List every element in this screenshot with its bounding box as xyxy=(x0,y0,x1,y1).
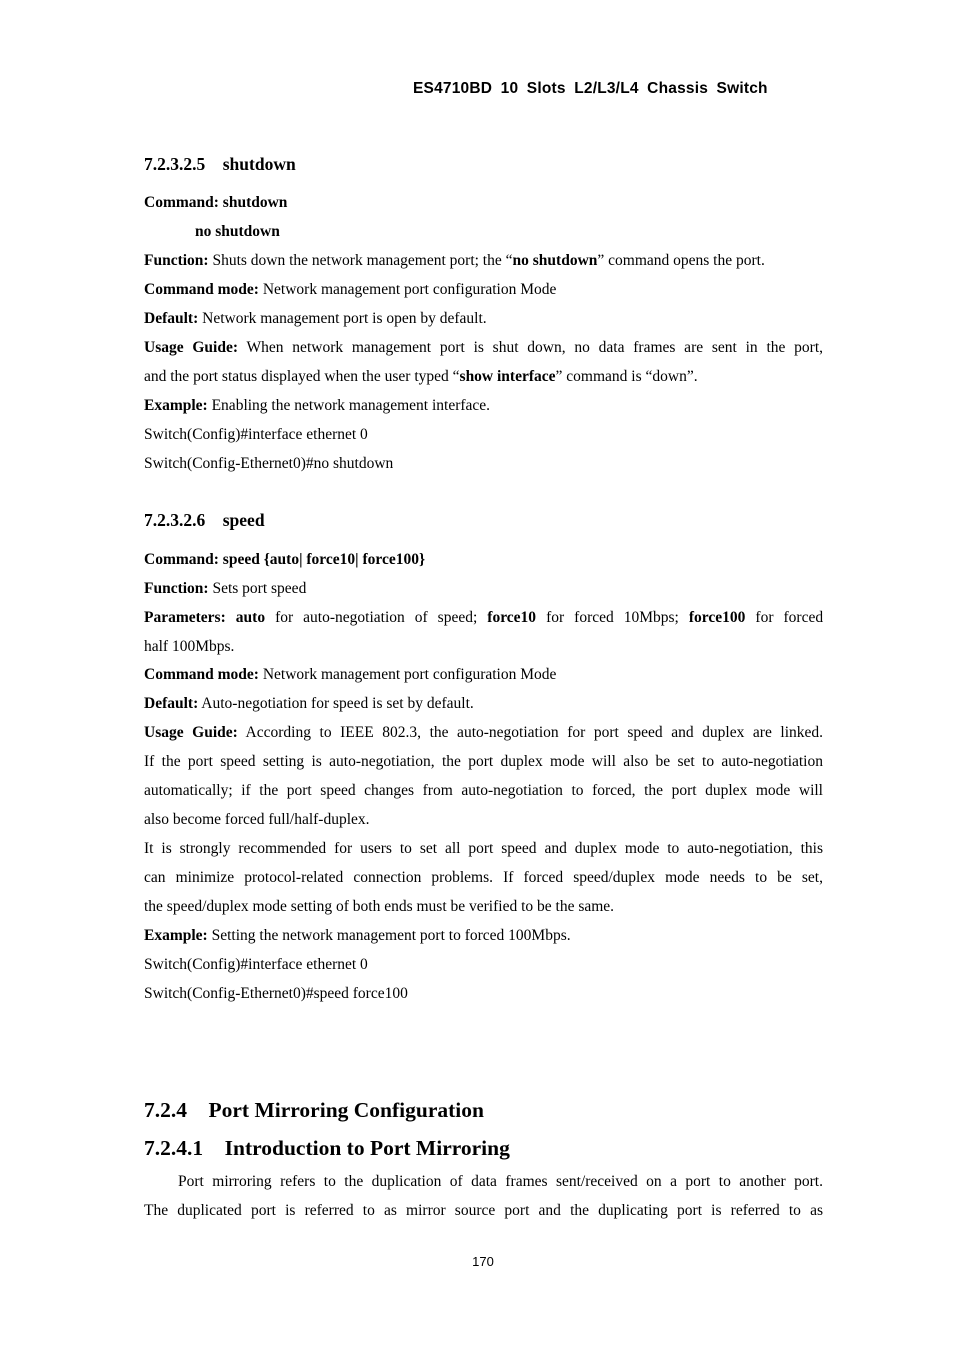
example-label: Example: xyxy=(144,397,208,414)
guide-line-1 xyxy=(144,338,823,358)
section-title: shutdown xyxy=(222,154,296,174)
param-auto: auto xyxy=(235,609,266,626)
mode-text: Network management port configuration Mode xyxy=(262,281,557,298)
guide-text: When network management port is shut down, no data frames are sent in the port, xyxy=(246,339,823,356)
guide-text: According to IEEE 802.3, the auto-negotiation for port speed and duplex are linked. xyxy=(245,724,824,741)
function-text-pre: Shuts down the network management port; the “ xyxy=(212,252,513,269)
page-number: 170 xyxy=(472,1254,494,1269)
mode-label: Command mode: xyxy=(144,281,259,298)
default-text: Auto-negotiation for speed is set by default. xyxy=(201,695,474,712)
section-heading-speed xyxy=(144,510,265,531)
parameters-line-1 xyxy=(144,608,823,628)
command-text: shutdown xyxy=(222,194,288,211)
heading-title: Port Mirroring Configuration xyxy=(208,1098,484,1122)
code-line-1: Switch(Config)#interface ethernet 0 xyxy=(144,426,368,443)
function-text-post: ” command opens the port. xyxy=(597,252,765,269)
default-label: Default: xyxy=(144,695,199,712)
function-label: Function: xyxy=(144,252,209,269)
section-heading-shutdown xyxy=(144,154,296,175)
code-line-2: Switch(Config-Ethernet0)#no shutdown xyxy=(144,455,394,472)
heading-title: Introduction to Port Mirroring xyxy=(224,1136,510,1160)
guide-label: Usage Guide: xyxy=(144,339,239,356)
recommend-line-1: It is strongly recommended for users to set all port speed and duplex mode to auto-negotiation, this xyxy=(144,840,823,857)
function-text-bold: no shutdown xyxy=(512,252,598,269)
param-force100: force100 xyxy=(688,609,746,626)
command-alt: no shutdown xyxy=(195,223,280,240)
section-number: 7.2.3.2.5 xyxy=(144,154,206,174)
example-label: Example: xyxy=(144,927,208,944)
guide-text-bold: show interface xyxy=(459,368,556,385)
guide-line-1 xyxy=(144,723,823,743)
command-label: Command: xyxy=(144,551,219,568)
paragraph-line-1: Port mirroring refers to the duplication of data frames sent/received on a port to another port. xyxy=(178,1173,823,1190)
example-line xyxy=(144,926,823,946)
param-auto-desc: for auto-negotiation of speed; xyxy=(275,609,478,626)
guide-line-4: also become forced full/half-duplex. xyxy=(144,811,370,828)
heading-number: 7.2.4 xyxy=(144,1098,187,1122)
function-label: Function: xyxy=(144,580,209,597)
guide-line-2 xyxy=(144,367,823,387)
mode-label: Command mode: xyxy=(144,666,259,683)
recommend-line-2: can minimize protocol-related connection problems. If forced speed/duplex mode needs to be set, xyxy=(144,869,823,886)
example-text: Enabling the network management interface. xyxy=(211,397,491,414)
function-line xyxy=(144,579,823,599)
guide-line-3: automatically; if the port speed changes from auto-negotiation to forced, the port duplex mode will xyxy=(144,782,823,799)
recommend-line-3: the speed/duplex mode setting of both ends must be verified to be the same. xyxy=(144,898,615,915)
section-number: 7.2.3.2.6 xyxy=(144,510,206,530)
command-text: speed {auto| force10| force100} xyxy=(222,551,426,568)
mode-line xyxy=(144,665,823,685)
running-header: ES4710BD 10 Slots L2/L3/L4 Chassis Switch xyxy=(413,80,768,97)
mode-text: Network management port configuration Mode xyxy=(262,666,557,683)
default-label: Default: xyxy=(144,310,199,327)
param-force10-desc: for forced 10Mbps; xyxy=(546,609,679,626)
function-text: Sets port speed xyxy=(212,580,307,597)
guide-text-pre: and the port status displayed when the user typed “ xyxy=(144,368,460,385)
default-line xyxy=(144,694,823,714)
command-label: Command: xyxy=(144,194,219,211)
heading-port-mirroring xyxy=(144,1098,484,1123)
example-line xyxy=(144,396,823,416)
code-line-1: Switch(Config)#interface ethernet 0 xyxy=(144,956,368,973)
guide-line-2: If the port speed setting is auto-negotiation, the port duplex mode will also be set to auto-negotiation xyxy=(144,753,823,770)
command-line xyxy=(144,193,823,213)
default-line xyxy=(144,309,823,329)
example-text: Setting the network management port to forced 100Mbps. xyxy=(211,927,571,944)
heading-intro-port-mirroring xyxy=(144,1136,510,1161)
param-force100-desc: for forced xyxy=(755,609,824,626)
section-title: speed xyxy=(222,510,265,530)
paragraph-line-2: The duplicated port is referred to as mirror source port and the duplicating port is referred to as xyxy=(144,1202,823,1219)
default-text: Network management port is open by default. xyxy=(202,310,487,327)
function-line xyxy=(144,251,823,271)
param-force10: force10 xyxy=(487,609,537,626)
parameters-line-2: half 100Mbps. xyxy=(144,638,235,655)
code-line-2: Switch(Config-Ethernet0)#speed force100 xyxy=(144,985,408,1002)
guide-label: Usage Guide: xyxy=(144,724,238,741)
mode-line xyxy=(144,280,823,300)
guide-text-post: ” command is “down”. xyxy=(555,368,698,385)
command-line xyxy=(144,550,823,570)
heading-number: 7.2.4.1 xyxy=(144,1136,204,1160)
parameters-label: Parameters: xyxy=(144,609,226,626)
